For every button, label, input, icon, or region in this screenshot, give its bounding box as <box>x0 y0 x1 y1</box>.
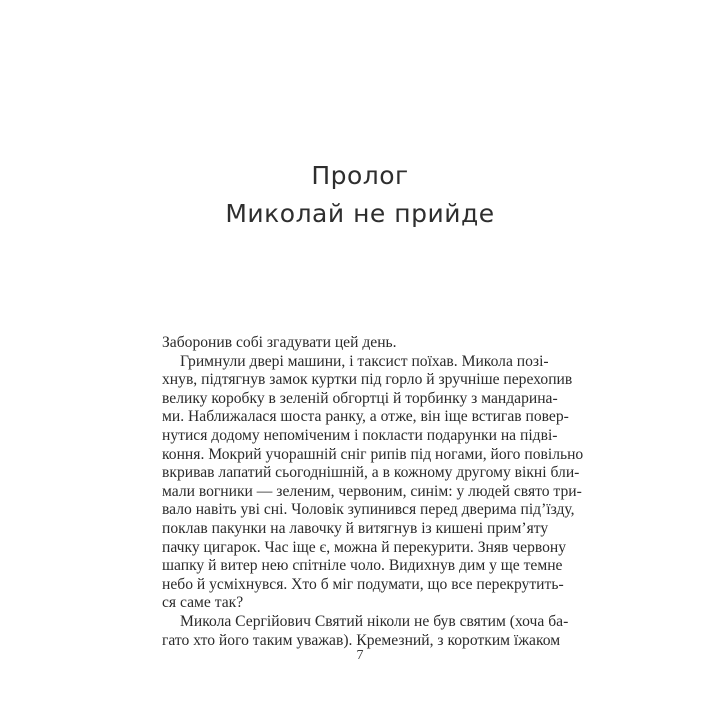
text-line: вало навіть уві сні. Чоловік зупинився перед дверима під’їзду, <box>162 501 575 519</box>
text-line: Гримнули двері машини, і таксист поїхав. Микола позі- <box>180 352 549 370</box>
text-line: небо й усміхнувся. Хто б міг подумати, що все перекрутить- <box>162 575 564 593</box>
text-line: мали вогники — зеленим, червоним, синім: у людей свято три- <box>162 482 582 500</box>
body-text <box>162 334 584 650</box>
text-line: Заборонив собі згадувати цей день. <box>162 334 397 351</box>
text-line: хнув, підтягнув замок куртки під горло й зручніше перехопив <box>162 371 573 389</box>
text-line: коння. Мокрий учорашній сніг рипів під ногами, його повільно <box>162 445 584 463</box>
text-line: вкривав лапатий сьогоднішній, а в кожному другому вікні бли- <box>162 464 580 482</box>
text-line: ми. Наближалася шоста ранку, а отже, він іще встигав повер- <box>162 408 569 426</box>
text-line: Микола Сергійович Святий ніколи не був святим (хоча ба- <box>180 612 569 630</box>
text-line: нутися додому непоміченим і покласти подарунки на підві- <box>162 426 558 444</box>
chapter-label: Пролог <box>311 161 409 190</box>
text-line: пачку цигарок. Час іще є, можна й перекурити. Зняв червону <box>162 538 567 556</box>
text-line: гато хто його таким уважав). Кремезний, з коротким їжаком <box>162 631 561 649</box>
chapter-title: Миколай не прийде <box>225 199 495 228</box>
text-line: шапку й витер нею спітніле чоло. Видихнув дим у ще темне <box>162 557 563 575</box>
text-line: поклав пакунки на лавочку й витягнув із кишені прим’яту <box>162 519 549 537</box>
page-number: 7 <box>356 648 364 663</box>
text-line: велику коробку в зеленій обгортці й торбинку з мандарина- <box>162 389 558 407</box>
text-line: ся саме так? <box>162 594 244 612</box>
